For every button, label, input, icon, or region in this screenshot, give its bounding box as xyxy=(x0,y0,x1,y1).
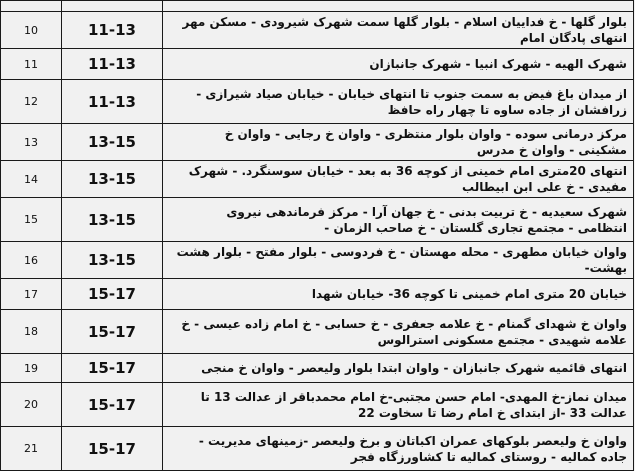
time-range-cell: 13-15 xyxy=(62,198,163,242)
row-number-cell: 14 xyxy=(1,161,62,198)
table-row xyxy=(1,279,634,310)
row-number-cell: 17 xyxy=(1,279,62,310)
table-body xyxy=(1,1,634,471)
row-number-cell: 19 xyxy=(1,354,62,383)
area-description-cell: میدان نماز-خ المهدی- امام حسن مجتبی-خ امام محمدباقر از عدالت 13 تا عدالت 33 -از ابتدای خ امام رضا تا سخاوت 22 xyxy=(163,383,634,427)
table-row-cutoff-top xyxy=(1,1,634,12)
area-description-cell: از میدان باغ فیض به سمت جنوب تا انتهای خیابان - خیابان صیاد شیرازی - زرافشان از جاده ساوه تا چهار راه حافظ xyxy=(163,80,634,124)
table-row xyxy=(1,124,634,161)
row-number-cell: 18 xyxy=(1,310,62,354)
table-row xyxy=(1,427,634,471)
table-row xyxy=(1,354,634,383)
area-description-cell: انتهای قائمیه شهرک جانبازان - واوان ابتدا بلوار ولیعصر - واوان خ منجی xyxy=(163,354,634,383)
time-range-cell: 15-17 xyxy=(62,310,163,354)
area-description-cell: واوان خ ولیعصر بلوکهای عمران اکباتان و برخ ولیعصر -زمینهای مدیریت - جاده کمالیه - روستای کمالیه تا کشاورزگاه فجر xyxy=(163,427,634,471)
table-row xyxy=(1,12,634,49)
area-description-cell: مرکز درمانی سوده - واوان بلوار منتظری - واوان خ رجایی - واوان خ مشکینی - واوان خ مدرس xyxy=(163,124,634,161)
time-range-cell: 13-15 xyxy=(62,161,163,198)
area-description-cell: شهرک الهیه - شهرک انبیا - شهرک جانبازان xyxy=(163,49,634,80)
cell-blank xyxy=(1,1,62,12)
table-row xyxy=(1,383,634,427)
area-description-cell: خیابان 20 متری امام خمینی تا کوچه 36- خیابان شهدا xyxy=(163,279,634,310)
area-description-cell: واوان خ شهدای گمنام - خ علامه جعفری - خ حسابی - خ امام زاده عیسی - خ علامه شهیدی - مجتمع مسکونی استرالوس xyxy=(163,310,634,354)
row-number-cell: 16 xyxy=(1,242,62,279)
table-row xyxy=(1,49,634,80)
row-number-cell: 10 xyxy=(1,12,62,49)
time-range-cell: 15-17 xyxy=(62,427,163,471)
cell-blank xyxy=(163,1,634,12)
time-range-cell: 11-13 xyxy=(62,80,163,124)
time-range-cell: 13-15 xyxy=(62,242,163,279)
row-number-cell: 20 xyxy=(1,383,62,427)
area-description-cell: انتهای 20متری امام خمینی از کوچه 36 به بعد - خیابان سوسنگرد. - شهرک مفیدی - خ علی ابن ابیطالب xyxy=(163,161,634,198)
time-range-cell: 15-17 xyxy=(62,354,163,383)
row-number-cell: 12 xyxy=(1,80,62,124)
row-number-cell: 15 xyxy=(1,198,62,242)
row-number-cell: 13 xyxy=(1,124,62,161)
row-number-cell: 21 xyxy=(1,427,62,471)
time-range-cell: 11-13 xyxy=(62,49,163,80)
time-range-cell: 15-17 xyxy=(62,279,163,310)
table-row xyxy=(1,80,634,124)
table-row xyxy=(1,310,634,354)
table-row xyxy=(1,242,634,279)
row-number-cell: 11 xyxy=(1,49,62,80)
time-range-cell: 11-13 xyxy=(62,12,163,49)
time-range-cell: 15-17 xyxy=(62,383,163,427)
area-description-cell: واوان خیابان مطهری - محله مهستان - خ فردوسی - بلوار مفتح - بلوار هشت بهشت- xyxy=(163,242,634,279)
table-row xyxy=(1,161,634,198)
table-row xyxy=(1,198,634,242)
area-description-cell: بلوار گلها - خ فداییان اسلام - بلوار گلها سمت شهرک شیرودی - مسکن مهر انتهای پادگان امام xyxy=(163,12,634,49)
area-description-cell: شهرک سعیدیه - خ تربیت بدنی - خ جهان آرا - مرکز فرماندهی نیروی انتظامی - مجتمع تجاری گلستان - خ صاحب الزمان - xyxy=(163,198,634,242)
time-range-cell: 13-15 xyxy=(62,124,163,161)
cell-blank xyxy=(62,1,163,12)
